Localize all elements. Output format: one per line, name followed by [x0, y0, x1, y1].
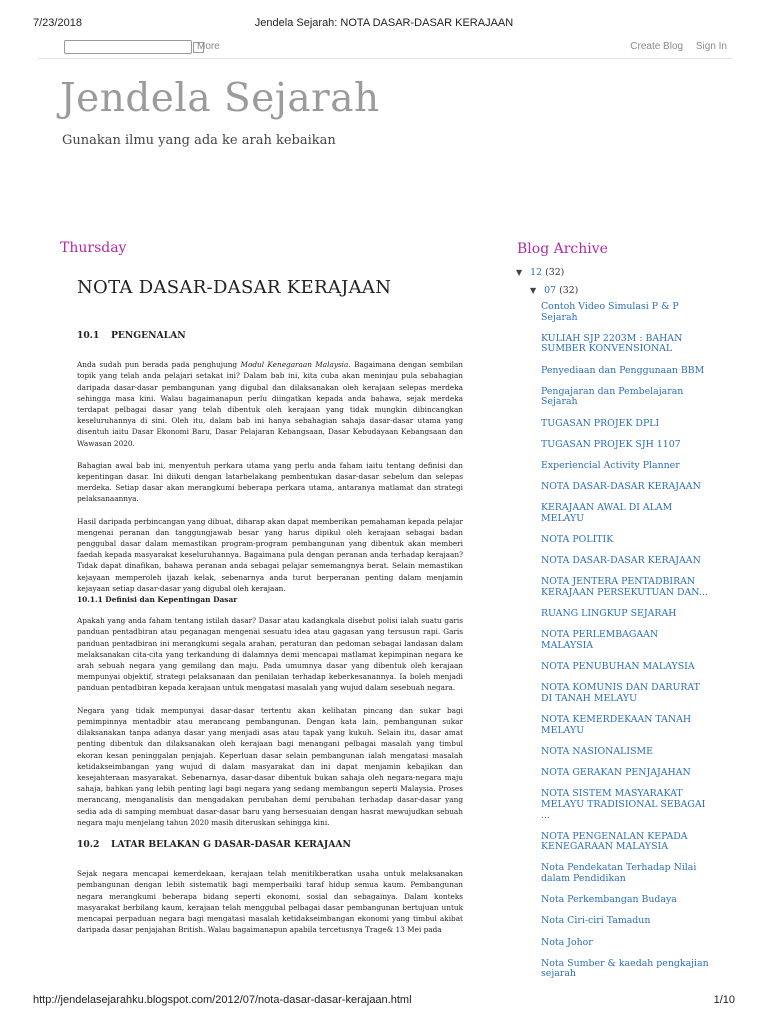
- blog-archive-title: Blog Archive: [517, 241, 608, 257]
- print-url: http://jendelasejarahku.blogspot.com/2012/07/nota-dasar-dasar-kerajaan.html: [33, 994, 412, 1006]
- archive-post-link[interactable]: Nota Johor: [541, 936, 593, 948]
- post-date-header: Thursday: [60, 240, 127, 256]
- paragraph-text: Anda sudah pun berada pada penghujung: [77, 360, 241, 370]
- archive-post-link[interactable]: NOTA DASAR-DASAR KERAJAAN: [541, 481, 701, 493]
- section-number: 10.2: [77, 838, 100, 850]
- archive-year-count: (32): [545, 267, 565, 278]
- sign-in-link[interactable]: Sign In: [695, 41, 727, 52]
- archive-post-link[interactable]: NOTA SISTEM MASYARAKAT MELAYU TRADISIONAL SEBAGAI ...: [541, 788, 706, 821]
- archive-post-link[interactable]: Nota Pendekatan Terhadap Nilai dalam Pendidikan: [541, 862, 697, 885]
- paragraph: Sejak negara mencapai kemerdekaan, kerajaan telah menitikberatkan usaha untuk melaksanakan pembangunan dengan lebih sistematik bagi memperbaiki taraf hidup semua kaum. Pembangunan negara merangkumi beberapa bidang seperti ekonomi, sosial dan sebagainya. Dalam konteks masyarakat berbilang kaum, kerajaan telah menggubal pelbagai dasar pembangunan bertujuan untuk mencapai perpaduan negara bagi mengatasi masalah ketidakseimbangan ekonomi yang timbul akibat daripada dasar penjajahan British. Walau bagaimanapun apabila tercetusnya Trage& 13 Mei pada: [77, 869, 463, 935]
- archive-year: [516, 267, 712, 285]
- archive-post-link[interactable]: NOTA POLITIK: [541, 534, 614, 546]
- archive-post-link[interactable]: NOTA KEMERDEKAAN TANAH MELAYU: [541, 714, 692, 736]
- archive-post-link[interactable]: NOTA PERLEMBAGAAN MALAYSIA: [541, 629, 659, 651]
- post-title[interactable]: NOTA DASAR-DASAR KERAJAAN: [77, 277, 392, 298]
- archive-post-link[interactable]: Nota Sumber & kaedah pengkajian sejarah: [541, 957, 709, 980]
- archive-post-link[interactable]: RUANG LINGKUP SEJARAH: [541, 608, 677, 620]
- module-name: Modul Kenegaraan Malaysia: [240, 360, 349, 370]
- archive-post-link[interactable]: Experiencial Activity Planner: [541, 459, 680, 471]
- print-page-number: 1/10: [713, 994, 735, 1006]
- archive-post-link[interactable]: NOTA PENUBUHAN MALAYSIA: [541, 661, 695, 673]
- archive-month-count: (32): [559, 285, 579, 296]
- print-title: Jendela Sejarah: NOTA DASAR-DASAR KERAJAAN: [254, 17, 514, 29]
- section-heading: [77, 839, 463, 850]
- archive-post-link[interactable]: TUGASAN PROJEK SJH 1107: [541, 438, 681, 450]
- triangle-down-icon[interactable]: ▼: [530, 286, 537, 295]
- archive-post-link[interactable]: KERAJAAN AWAL DI ALAM MELAYU: [541, 502, 673, 524]
- paragraph: Negara yang tidak mempunyai dasar-dasar tertentu akan kelihatan pincang dan sukar bagi pemimpinnya mentadbir atau merancang pembangunan. Dengan kata lain, pembangunan sukar dilaksanakan tanpa adanya dasar yang menjadi asas atau tapak yang kukuh. Selain itu, dasar amat penting dibentuk dan dilaksanakan oleh kerajaan bagi menangani pelbagai masalah yang timbul ekoran kesan peninggalan penjajah. Keperluan dasar selain pembangunan ialah mengatasi masalah ketidakseimbangan yang wujud di dalam masyarakat dan ini dapat menjamin kebajikan dan kesejahteraan masyarakat. Sebenarnya, dasar-dasar dibentuk bukan sahaja oleh negara-negara maju sahaja, bahkan yang lebih penting lagi bagi negara yang sedang membangun seperti Malaysia. Proses merancang, menganalisis dan mengadakan perubahan demi perubahan terhadap dasar-dasar yang sedia ada di samping membuat dasar-dasar baru yang bersesuaian dengan hasrat mewujudkan sebuah negara maju menjelang tahun 2020 masih diteruskan sehingga kini.: [77, 705, 463, 827]
- archive-post-link[interactable]: Pengajaran dan Pembelajaran Sejarah: [541, 385, 684, 408]
- archive-post-link[interactable]: Contoh Video Simulasi P & P Sejarah: [541, 301, 679, 323]
- paragraph: Apakah yang anda faham tentang istilah dasar? Dasar atau kadangkala disebut polisi ialah suatu garis panduan pentadbiran atau peganagan mengenai sesuatu idea atau gagasan yang tersusun rapi. Garis panduan pentadbiran ini merangkumi segala arahan, peraturan dan pedoman sebagai landasan dalam melaksanakan cita-cita yang terkandung di dalamnya demi mencapai matlamat kepimpinan negara ke arah sebuah negara yang gemilang dan maju. Pada umumnya dasar yang dibentuk oleh kerajaan mempunyai objektif, strategi pelaksanaan dan penilaian terhadap keberkesanannya. Ia boleh menjadi panduan pentadbiran kepada kerajaan untuk mengatasi masalah yang wujud dalam sesebuah negara.: [77, 616, 463, 693]
- archive-post-list: [516, 302, 712, 980]
- paragraph: Hasil daripada perbincangan yang dibuat, diharap akan dapat memberikan pemahaman kepada pelajar mengenai peranan dan tanggungjawab besar yang harus dipikul oleh kerajaan sebagai badan penggubal dasar dalam memastikan program-program pembangunan yang dibentuk akan memberi faedah kepada masyarakat keseluruhannya. Bagaimana pula dengan peranan anda terhadap kerajaan? Tidak dapat dinafikan, bahawa peranan anda sebagai pelajar sememangnya berat. Selain memastikan kejayaan memperoleh ijazah kelak, sebenarnya anda turut berperanan penting dalam menjamin kejayaan setiap dasar-dasar yang digubal oleh kerajaan.: [77, 516, 463, 593]
- section-heading: [77, 330, 463, 341]
- post-body: [77, 330, 463, 946]
- archive-post-link[interactable]: Nota Ciri-ciri Tamadun: [541, 915, 651, 927]
- print-date: 7/23/2018: [33, 17, 82, 29]
- archive-post-link[interactable]: NOTA NASIONALISME: [541, 745, 653, 757]
- archive-post-link[interactable]: NOTA PENGENALAN KEPADA KENEGARAAN MALAYSIA: [541, 830, 688, 853]
- archive-post-link[interactable]: TUGASAN PROJEK DPLI: [541, 417, 660, 429]
- navbar-search-input[interactable]: [64, 40, 192, 54]
- create-blog-link[interactable]: Create Blog: [630, 41, 684, 52]
- archive-post-link[interactable]: NOTA DASAR-DASAR KERAJAAN: [541, 555, 701, 567]
- subsection-heading: 10.1.1 Definisi dan Kepentingan Dasar: [77, 595, 238, 605]
- section-number: 10.1: [77, 330, 100, 341]
- blog-archive: [516, 267, 712, 991]
- archive-post-link[interactable]: Nota Perkembangan Budaya: [541, 894, 677, 906]
- archive-post-link[interactable]: KULIAH SJP 2203M : BAHAN SUMBER KONVENSIONAL: [541, 332, 683, 355]
- print-footer: [0, 994, 768, 1008]
- print-header: [0, 17, 768, 31]
- archive-month: [530, 285, 712, 302]
- archive-post-link[interactable]: Penyediaan dan Penggunaan BBM: [541, 364, 705, 376]
- triangle-down-icon[interactable]: ▼: [516, 268, 523, 277]
- archive-month-link[interactable]: 07: [544, 285, 557, 296]
- blog-title[interactable]: Jendela Sejarah: [60, 76, 380, 121]
- archive-post-link[interactable]: NOTA JENTERA PENTADBIRAN KERAJAAN PERSEKUTUAN DAN...: [541, 576, 708, 599]
- blog-description: Gunakan ilmu yang ada ke arah kebaikan: [62, 133, 336, 148]
- paragraph: [77, 359, 463, 449]
- archive-post-link[interactable]: NOTA KOMUNIS DAN DARURAT DI TANAH MELAYU: [541, 682, 700, 704]
- paragraph: Bahagian awal bab ini, menyentuh perkara utama yang perlu anda faham iaitu tentang definisi dan kepentingan dasar. Ini diikuti dengan latarbelakang pembentukan dasar-dasar sebelum dan selepas merdeka. Setiap dasar akan merangkumi beberapa perkara utama, antaranya matlamat dan strategi pelaksanaannya.: [77, 460, 463, 504]
- section-title: PENGENALAN: [111, 330, 186, 341]
- navbar-right-links: [620, 41, 727, 52]
- archive-year-link[interactable]: 12: [530, 267, 543, 278]
- navbar-more-link[interactable]: More: [197, 41, 220, 52]
- archive-post-link[interactable]: NOTA GERAKAN PENJAJAHAN: [541, 767, 691, 779]
- blogger-navbar: [38, 38, 732, 59]
- section-title: LATAR BELAKAN G DASAR-DASAR KERAJAAN: [111, 838, 351, 850]
- paragraph-text: . Bagaimana dengan sembilan topik yang telah anda pelajari setakat ini? Dalam bab ini, kita cuba akan meninjau pula sebahagian daripada dasar-dasar pembangunan yang digubal dan dilaksanakan oleh kerajaan selepas merdeka sehingga masa kini. Walau bagaimanapun perlu diingatkan kepada anda bahawa, sejak merdeka terdapat pelbagai dasar yang telah dibentuk oleh kerajaan yang tidak mungkin dibincangkan keseluruhannya di sini. Oleh itu, dalam bab ini hanya sebahagian sahaja dasar-dasar utama yang disentuh iaitu Dasar Ekonomi Baru, Dasar Pelajaran Kebangsaan, Dasar Kebudayaan Kebangsaan dan Wawasan 2020.: [77, 360, 463, 448]
